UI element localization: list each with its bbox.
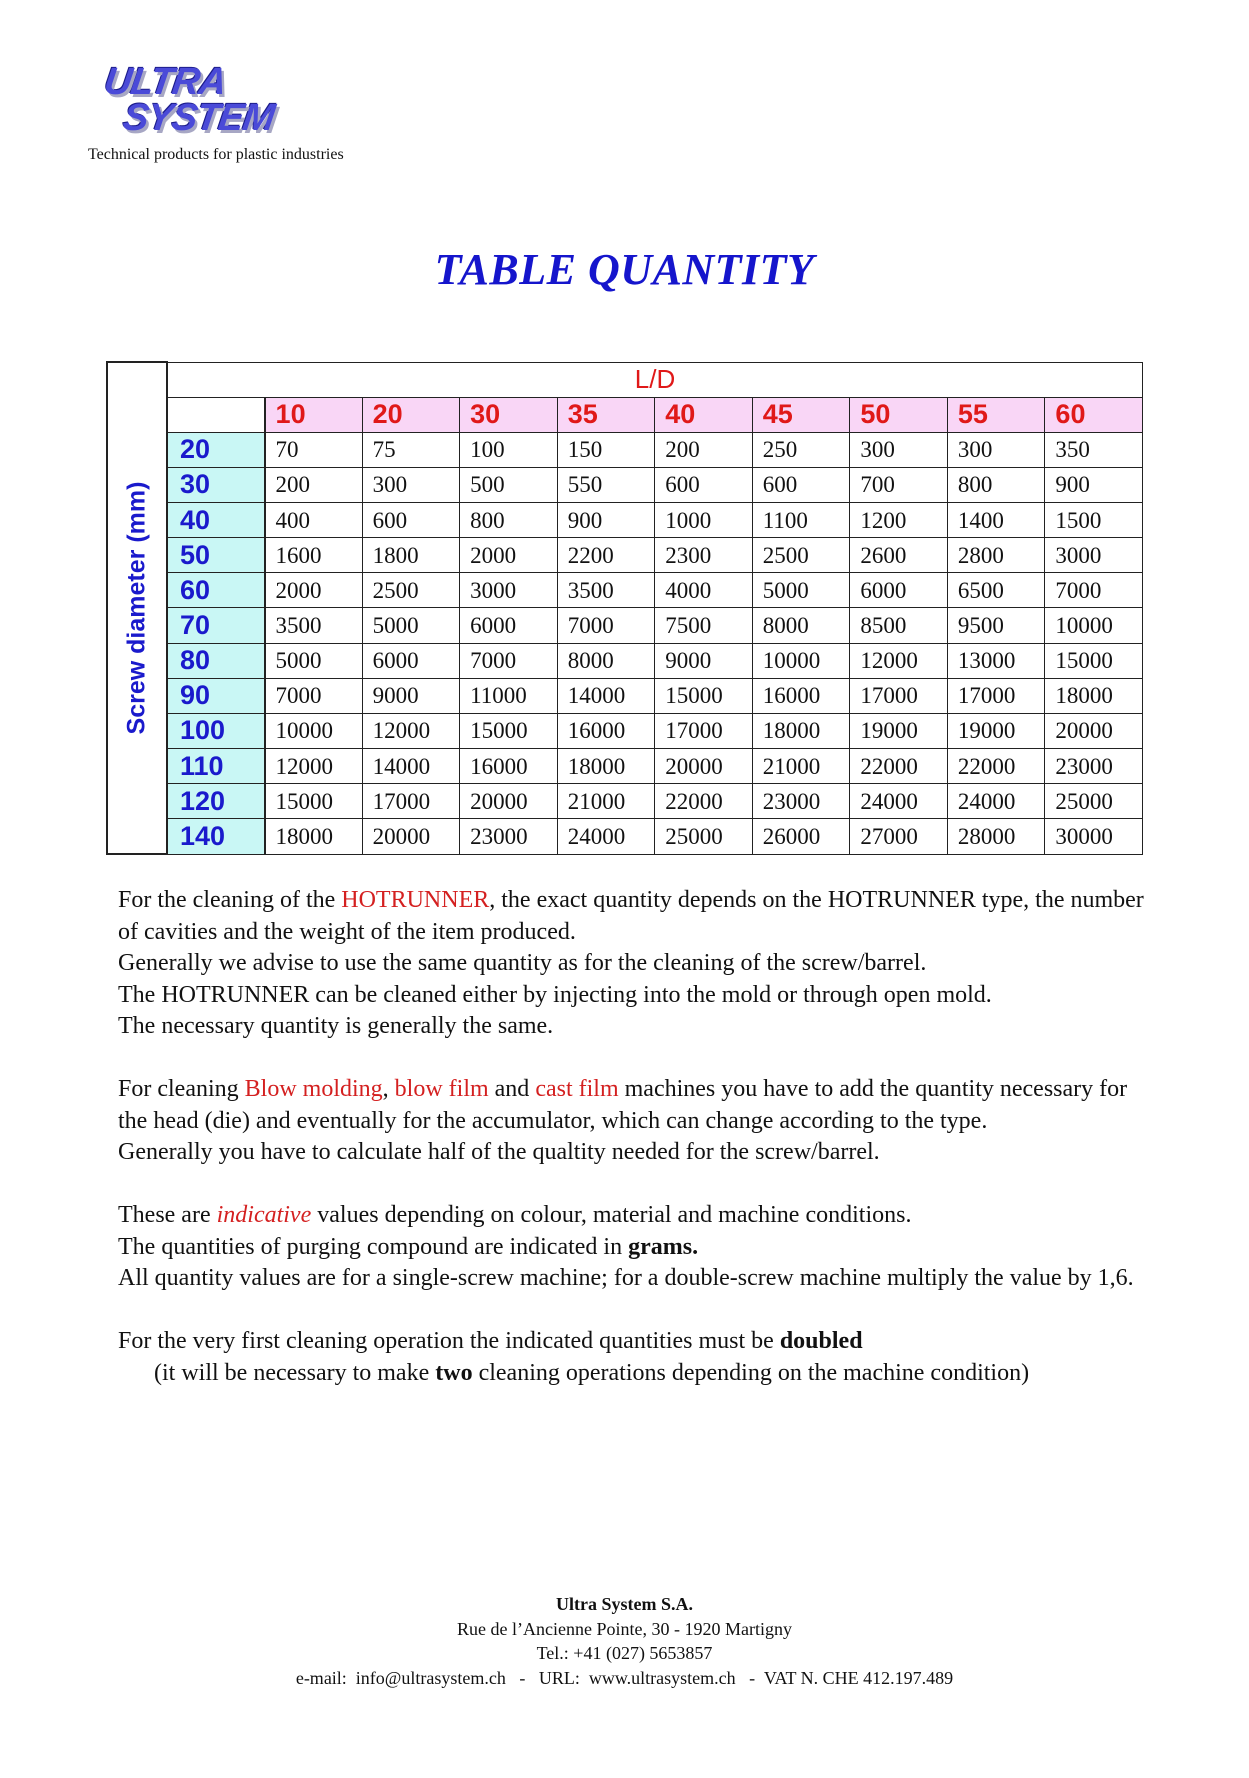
footer-company: Ultra System S.A.	[556, 1594, 693, 1614]
column-header: 55	[947, 397, 1045, 432]
page-title: TABLE QUANTITY	[434, 245, 815, 294]
table-cell: 8000	[752, 608, 850, 643]
table-cell: 6000	[460, 608, 558, 643]
page-footer	[0, 1592, 1249, 1690]
table-cell: 14000	[557, 678, 655, 713]
table-cell: 17000	[362, 784, 460, 819]
table-cell: 6000	[362, 643, 460, 678]
table-cell: 9500	[947, 608, 1045, 643]
table-row	[107, 608, 1143, 643]
bold-doubled: doubled	[779, 1328, 863, 1354]
x-axis-label: L/D	[167, 362, 1143, 397]
text-line: Generally you have to calculate half of the qualtity needed for the screw/barrel.	[118, 1139, 880, 1165]
text-segment: cleaning operations depending on the machine condition)	[472, 1359, 1030, 1386]
table-cell: 28000	[947, 819, 1045, 854]
table-cell: 13000	[947, 643, 1045, 678]
table-row	[107, 819, 1143, 854]
table-cell: 18000	[1045, 678, 1143, 713]
text-segment: For cleaning	[118, 1076, 245, 1102]
table-cell: 17000	[655, 713, 753, 748]
company-logo	[101, 61, 292, 146]
bold-two: two	[435, 1359, 473, 1386]
table-cell: 200	[265, 467, 363, 502]
table-row	[107, 643, 1143, 678]
highlight-indicative: indicative	[216, 1202, 312, 1228]
row-header: 90	[167, 678, 265, 713]
table-row	[107, 784, 1143, 819]
table-cell: 17000	[850, 678, 948, 713]
table-cell: 250	[752, 432, 850, 467]
text-segment: machines you have to add the quantity necessary for the head (die) and eventually for the accumulator, which can change according to the type.	[118, 1076, 1128, 1134]
row-header: 80	[167, 643, 265, 678]
table-cell: 200	[655, 432, 753, 467]
table-cell: 600	[362, 503, 460, 538]
table-corner	[167, 397, 265, 432]
table-cell: 7000	[557, 608, 655, 643]
table-cell: 500	[460, 467, 558, 502]
paragraph-first-cleaning	[118, 1326, 1158, 1389]
table-cell: 19000	[947, 713, 1045, 748]
highlight-hotrunner: HOTRUNNER	[341, 887, 490, 913]
table-cell: 15000	[265, 784, 363, 819]
table-cell: 15000	[1045, 643, 1143, 678]
table-cell: 3000	[1045, 538, 1143, 573]
table-cell: 19000	[850, 713, 948, 748]
table-row	[107, 678, 1143, 713]
table-cell: 800	[947, 467, 1045, 502]
y-axis-label: Screw diameter (mm)	[122, 481, 151, 735]
table-cell: 23000	[1045, 749, 1143, 784]
table-cell: 25000	[1045, 784, 1143, 819]
table-cell: 2000	[265, 573, 363, 608]
text-segment: , the exact quantity depends on the HOTRUNNER type, the number of cavities and the weight of the item produced.	[118, 887, 1144, 945]
text-line: The necessary quantity is generally the same.	[118, 1013, 554, 1039]
table-cell: 100	[460, 432, 558, 467]
table-cell: 6000	[850, 573, 948, 608]
row-header: 70	[167, 608, 265, 643]
table-cell: 24000	[557, 819, 655, 854]
table-cell: 20000	[460, 784, 558, 819]
text-segment: values depending on colour, material and machine conditions.	[311, 1202, 912, 1228]
table-cell: 22000	[850, 749, 948, 784]
table-cell: 3000	[460, 573, 558, 608]
table-cell: 4000	[655, 573, 753, 608]
footer-contact: e-mail: info@ultrasystem.ch - URL: www.ultrasystem.ch - VAT N. CHE 412.197.489	[295, 1667, 954, 1688]
text-segment: The quantities of purging compound are indicated in	[118, 1233, 629, 1260]
table-cell: 20000	[655, 749, 753, 784]
text-segment: For the cleaning of the	[118, 887, 342, 913]
table-cell: 300	[850, 432, 948, 467]
row-header: 50	[167, 538, 265, 573]
row-header: 140	[167, 819, 265, 854]
table-cell: 9000	[655, 643, 753, 678]
text-line: Generally we advise to use the same quantity as for the cleaning of the screw/barrel.	[118, 950, 927, 976]
row-header: 30	[167, 467, 265, 502]
table-row	[107, 749, 1143, 784]
table-cell: 700	[850, 467, 948, 502]
company-tagline: Technical products for plastic industries	[88, 146, 344, 163]
row-header: 120	[167, 784, 265, 819]
table-row	[107, 467, 1143, 502]
column-header: 35	[557, 397, 655, 432]
table-cell: 75	[362, 432, 460, 467]
table-cell: 2800	[947, 538, 1045, 573]
highlight-blow-film: blow film	[394, 1076, 489, 1102]
table-cell: 9000	[362, 678, 460, 713]
table-cell: 10000	[1045, 608, 1143, 643]
text-line: The HOTRUNNER can be cleaned either by injecting into the mold or through open mold.	[118, 981, 992, 1008]
paragraph-indicative	[118, 1200, 1158, 1295]
table-cell: 5000	[265, 643, 363, 678]
text-segment: These are	[118, 1202, 217, 1228]
table-cell: 7000	[1045, 573, 1143, 608]
table-cell: 5000	[752, 573, 850, 608]
column-header: 10	[265, 397, 363, 432]
table-cell: 7500	[655, 608, 753, 643]
text-line: All quantity values are for a single-screw machine; for a double-screw machine multiply the value by 1,6.	[118, 1265, 1134, 1291]
logo-line-1: ULTRA	[101, 61, 229, 103]
highlight-cast-film: cast film	[535, 1076, 619, 1102]
table-cell: 25000	[655, 819, 753, 854]
table-cell: 22000	[947, 749, 1045, 784]
table-cell: 2500	[362, 573, 460, 608]
table-cell: 6500	[947, 573, 1045, 608]
table-cell: 8500	[850, 608, 948, 643]
table-header-row-columns	[107, 397, 1143, 432]
table-cell: 900	[1045, 467, 1143, 502]
table-cell: 16000	[557, 713, 655, 748]
table-cell: 900	[557, 503, 655, 538]
table-row	[107, 503, 1143, 538]
highlight-blow-molding: Blow molding	[244, 1076, 383, 1102]
logo-line-2: SYSTEM	[120, 97, 277, 139]
table-cell: 8000	[557, 643, 655, 678]
table-cell: 12000	[850, 643, 948, 678]
column-header: 40	[655, 397, 753, 432]
row-header: 110	[167, 749, 265, 784]
paragraph-blow-molding	[118, 1074, 1158, 1169]
table-cell: 18000	[265, 819, 363, 854]
table-cell: 550	[557, 467, 655, 502]
text-segment: and	[488, 1076, 536, 1102]
table-cell: 10000	[752, 643, 850, 678]
body-text	[118, 885, 1158, 1421]
row-header: 100	[167, 713, 265, 748]
table-row	[107, 538, 1143, 573]
table-cell: 1600	[265, 538, 363, 573]
table-cell: 2300	[655, 538, 753, 573]
table-cell: 7000	[460, 643, 558, 678]
table-cell: 1200	[850, 503, 948, 538]
table-cell: 16000	[752, 678, 850, 713]
table-cell: 30000	[1045, 819, 1143, 854]
table-cell: 23000	[460, 819, 558, 854]
table-cell: 22000	[655, 784, 753, 819]
table-cell: 70	[265, 432, 363, 467]
table-cell: 15000	[655, 678, 753, 713]
table-cell: 23000	[752, 784, 850, 819]
table-cell: 26000	[752, 819, 850, 854]
table-cell: 600	[752, 467, 850, 502]
table-cell: 300	[362, 467, 460, 502]
footer-tel: Tel.: +41 (027) 5653857	[536, 1643, 713, 1663]
table-cell: 16000	[460, 749, 558, 784]
table-cell: 12000	[362, 713, 460, 748]
column-header: 30	[460, 397, 558, 432]
table-cell: 20000	[362, 819, 460, 854]
column-header: 20	[362, 397, 460, 432]
table-cell: 600	[655, 467, 753, 502]
table-row	[107, 432, 1143, 467]
table-header-row-ld	[107, 362, 1143, 397]
text-segment: (it will be necessary to make	[118, 1359, 436, 1386]
table-cell: 350	[1045, 432, 1143, 467]
table-cell: 21000	[752, 749, 850, 784]
table-cell: 800	[460, 503, 558, 538]
text-segment: For the very first cleaning operation the indicated quantities must be	[118, 1328, 780, 1354]
table-cell: 11000	[460, 678, 558, 713]
column-header: 50	[850, 397, 948, 432]
table-row	[107, 573, 1143, 608]
table-cell: 1800	[362, 538, 460, 573]
table-cell: 27000	[850, 819, 948, 854]
table-cell: 10000	[265, 713, 363, 748]
table-cell: 5000	[362, 608, 460, 643]
row-header: 40	[167, 503, 265, 538]
table-row	[107, 713, 1143, 748]
table-cell: 17000	[947, 678, 1045, 713]
table-cell: 3500	[557, 573, 655, 608]
table-cell: 7000	[265, 678, 363, 713]
table-cell: 300	[947, 432, 1045, 467]
table-cell: 14000	[362, 749, 460, 784]
column-header: 45	[752, 397, 850, 432]
footer-address: Rue de l’Ancienne Pointe, 30 - 1920 Martigny	[457, 1618, 792, 1639]
table-cell: 1500	[1045, 503, 1143, 538]
table-cell: 21000	[557, 784, 655, 819]
table-cell: 1400	[947, 503, 1045, 538]
row-header: 60	[167, 573, 265, 608]
table-cell: 1100	[752, 503, 850, 538]
table-cell: 18000	[557, 749, 655, 784]
y-axis-label-cell	[107, 362, 167, 854]
table-cell: 2000	[460, 538, 558, 573]
column-header: 60	[1045, 397, 1143, 432]
table-cell: 12000	[265, 749, 363, 784]
table-cell: 150	[557, 432, 655, 467]
text-segment: ,	[382, 1076, 395, 1102]
table-cell: 2500	[752, 538, 850, 573]
table-cell: 24000	[850, 784, 948, 819]
quantity-table	[106, 361, 1143, 855]
table-cell: 400	[265, 503, 363, 538]
table-cell: 15000	[460, 713, 558, 748]
bold-grams: grams.	[628, 1233, 699, 1260]
table-cell: 2200	[557, 538, 655, 573]
table-cell: 2600	[850, 538, 948, 573]
paragraph-hotrunner	[118, 885, 1158, 1043]
table-cell: 18000	[752, 713, 850, 748]
table-cell: 24000	[947, 784, 1045, 819]
table-cell: 1000	[655, 503, 753, 538]
table-cell: 20000	[1045, 713, 1143, 748]
table-cell: 3500	[265, 608, 363, 643]
row-header: 20	[167, 432, 265, 467]
